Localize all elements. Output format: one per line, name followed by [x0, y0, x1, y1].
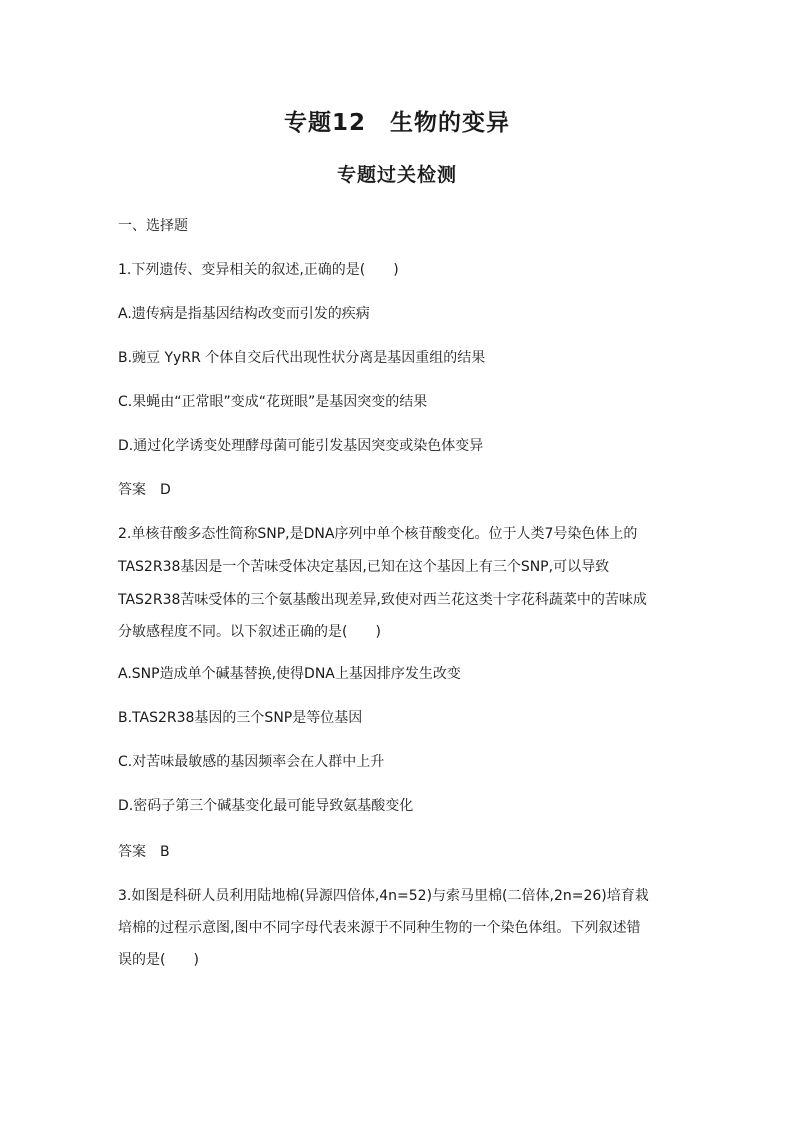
- q3-stem-line-1: 3.如图是科研人员利用陆地棉(异源四倍体,4n=52)与索马里棉(二倍体,2n=26)培育栽: [118, 888, 649, 904]
- q2-stem-line-4: 分敏感程度不同。以下叙述正确的是( ): [118, 624, 381, 640]
- q1-stem: 1.下列遗传、变异相关的叙述,正确的是( ): [118, 262, 399, 278]
- q1-option-b: B.豌豆 YyRR 个体自交后代出现性状分离是基因重组的结果: [118, 350, 486, 366]
- q1-option-a: A.遗传病是指基因结构改变而引发的疾病: [118, 306, 370, 322]
- q2-answer: 答案 B: [118, 844, 170, 860]
- q2-stem-line-3: TAS2R38苦味受体的三个氨基酸出现差异,致使对西兰花这类十字花科蔬菜中的苦味成: [118, 592, 647, 608]
- q2-option-c: C.对苦味最敏感的基因频率会在人群中上升: [118, 754, 385, 770]
- q2-option-b: B.TAS2R38基因的三个SNP是等位基因: [118, 710, 363, 726]
- q3-stem-line-3: 误的是( ): [118, 952, 199, 968]
- q2-stem-line-2: TAS2R38基因是一个苦味受体决定基因,已知在这个基因上有三个SNP,可以导致: [118, 559, 610, 575]
- q1-answer: 答案 D: [118, 482, 171, 498]
- page-subtitle: 专题过关检测: [336, 164, 457, 186]
- page-title: 专题12 生物的变异: [283, 110, 510, 136]
- q2-stem-line-1: 2.单核苷酸多态性简称SNP,是DNA序列中单个核苷酸变化。位于人类7号染色体上的: [118, 526, 638, 542]
- q2-option-d: D.密码子第三个碱基变化最可能导致氨基酸变化: [118, 798, 414, 814]
- q1-option-c: C.果蝇由“正常眼”变成“花斑眼”是基因突变的结果: [118, 394, 428, 410]
- section-heading: 一、选择题: [118, 218, 188, 234]
- q2-option-a: A.SNP造成单个碱基替换,使得DNA上基因排序发生改变: [118, 666, 461, 682]
- q3-stem-line-2: 培棉的过程示意图,图中不同字母代表来源于不同种生物的一个染色体组。下列叙述错: [118, 920, 641, 936]
- q1-option-d: D.通过化学诱变处理酵母菌可能引发基因突变或染色体变异: [118, 438, 484, 454]
